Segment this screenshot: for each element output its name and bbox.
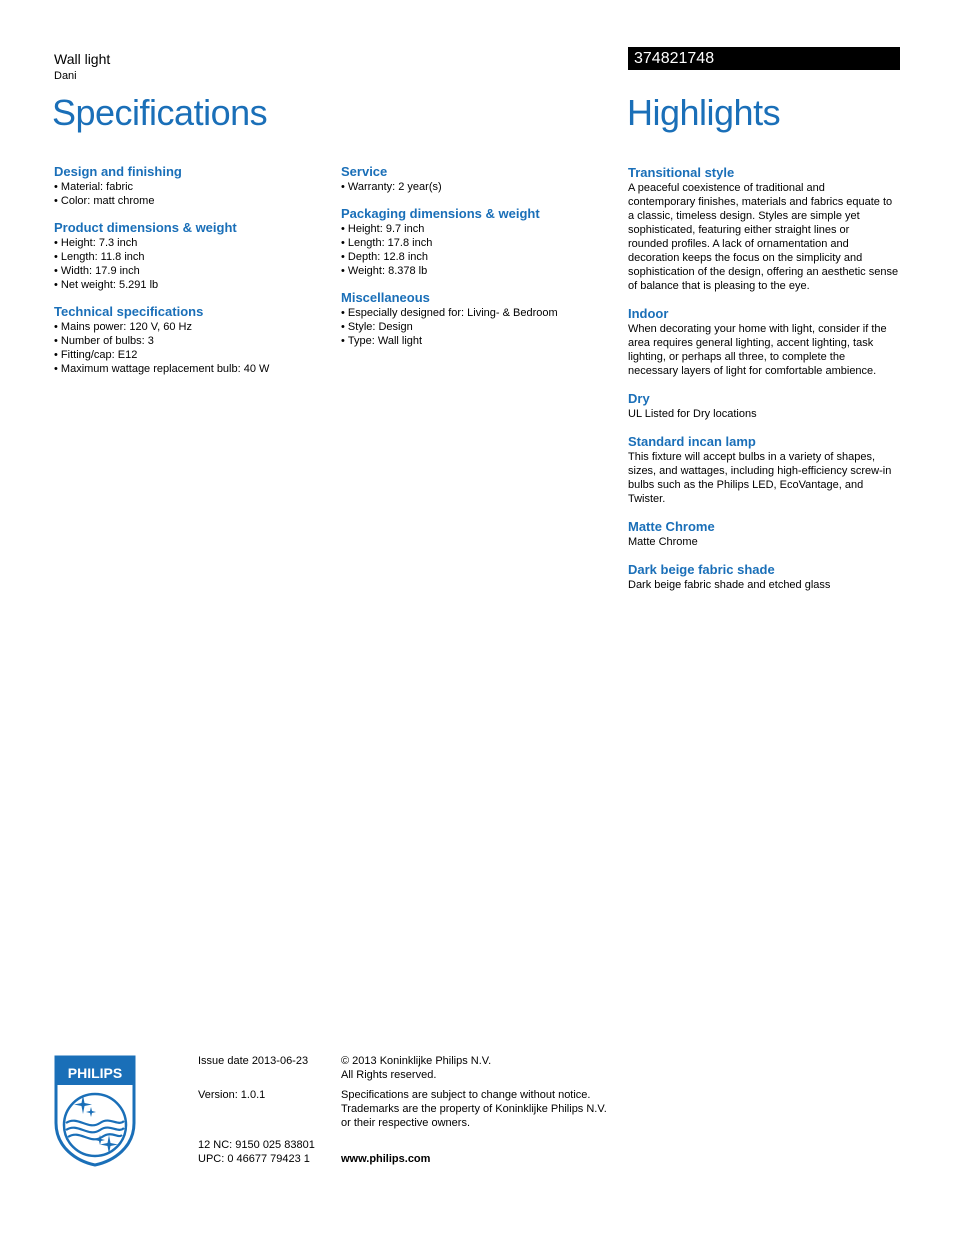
spec-section xyxy=(341,290,611,348)
spec-item: • Material: fabric xyxy=(54,180,324,194)
highlight-title: Matte Chrome xyxy=(628,519,715,534)
highlight-title: Transitional style xyxy=(628,165,735,180)
spec-item: • Maximum wattage replacement bulb: 40 W xyxy=(54,362,324,376)
spec-item: • Warranty: 2 year(s) xyxy=(341,180,611,194)
product-type: Wall light xyxy=(54,51,111,67)
highlight-line: When decorating your home with light, consider if the xyxy=(628,323,887,335)
logo-wordmark: PHILIPS xyxy=(67,1065,123,1081)
highlight-line: bulbs such as the Philips LED, EcoVantage, and xyxy=(628,479,864,491)
spec-section xyxy=(341,164,611,194)
highlight-section xyxy=(628,306,908,378)
highlight-title: Dark beige fabric shade xyxy=(628,562,775,577)
highlight-section xyxy=(628,519,908,549)
highlight-line: decoration keeps the focus on the simplicity and xyxy=(628,252,863,264)
highlight-line: rounded profiles. A lack of ornamentation and xyxy=(628,238,849,250)
spec-item: • Type: Wall light xyxy=(341,334,611,348)
spec-item: • Especially designed for: Living- & Bedroom xyxy=(341,306,611,320)
highlight-section xyxy=(628,434,908,506)
spec-section xyxy=(54,164,324,208)
highlight-line: sophisticated, featuring either straight lines or xyxy=(628,224,850,236)
spec-item: • Width: 17.9 inch xyxy=(54,264,324,278)
copyright-line: © 2013 Koninklijke Philips N.V. xyxy=(341,1055,492,1067)
notice-line: or their respective owners. xyxy=(341,1117,470,1129)
highlight-section xyxy=(628,391,908,421)
spec-item: • Net weight: 5.291 lb xyxy=(54,278,324,292)
product-name: Dani xyxy=(54,70,77,82)
spec-item: • Number of bulbs: 3 xyxy=(54,334,324,348)
highlight-line: UL Listed for Dry locations xyxy=(628,408,757,420)
notice-line: Trademarks are the property of Koninklijke Philips N.V. xyxy=(341,1103,607,1115)
highlight-line: Dark beige fabric shade and etched glass xyxy=(628,579,831,591)
highlight-title: Standard incan lamp xyxy=(628,434,756,449)
spec-section xyxy=(54,304,324,376)
spec-item: • Height: 7.3 inch xyxy=(54,236,324,250)
highlight-line: contemporary finishes, materials and fabrics equate to xyxy=(628,196,893,208)
spec-section-title: Technical specifications xyxy=(54,304,204,319)
highlight-line: area requires general lighting, accent lighting, task xyxy=(628,337,874,349)
highlight-line: Matte Chrome xyxy=(628,536,698,548)
highlight-line: sophistication of the design, offering an aesthetic sense xyxy=(628,266,899,278)
highlights-column xyxy=(628,165,908,605)
highlight-section xyxy=(628,562,908,592)
highlight-title: Dry xyxy=(628,391,650,406)
spec-item: • Mains power: 120 V, 60 Hz xyxy=(54,320,324,334)
highlights-heading: Highlights xyxy=(627,92,781,133)
spec-section-title: Product dimensions & weight xyxy=(54,220,237,235)
rights-line: All Rights reserved. xyxy=(341,1069,437,1081)
issue-date: Issue date 2013-06-23 xyxy=(198,1055,309,1067)
spec-item: • Style: Design xyxy=(341,320,611,334)
spec-section-title: Miscellaneous xyxy=(341,290,430,305)
upc-code: UPC: 0 46677 79423 1 xyxy=(198,1153,310,1165)
spec-item: • Fitting/cap: E12 xyxy=(54,348,324,362)
spec-item: • Height: 9.7 inch xyxy=(341,222,611,236)
nc-code: 12 NC: 9150 025 83801 xyxy=(198,1139,315,1151)
highlight-line: sizes, and wattages, including high-efficiency screw-in xyxy=(628,465,892,477)
highlight-line: of balance that is pleasing to the eye. xyxy=(628,280,810,292)
version: Version: 1.0.1 xyxy=(198,1089,266,1101)
spec-section-title: Design and finishing xyxy=(54,164,182,179)
spec-section-title: Service xyxy=(341,164,388,179)
spec-section-title: Packaging dimensions & weight xyxy=(341,206,540,221)
website-link[interactable]: www.philips.com xyxy=(341,1153,431,1165)
highlight-line: Twister. xyxy=(628,493,666,505)
spec-item: • Color: matt chrome xyxy=(54,194,324,208)
spec-item: • Weight: 8.378 lb xyxy=(341,264,611,278)
philips-logo xyxy=(54,1055,136,1167)
spec-section xyxy=(54,220,324,292)
spec-item: • Length: 17.8 inch xyxy=(341,236,611,250)
footer-legal xyxy=(341,1054,621,1166)
highlight-line: This fixture will accept bulbs in a variety of shapes, xyxy=(628,451,876,463)
spec-section xyxy=(341,206,611,278)
highlight-line: a classic, timeless design. Styles are simple yet xyxy=(628,210,860,222)
product-code-bar: 374821748 xyxy=(628,47,900,70)
highlight-line: necessary layers of light for comfortable ambience. xyxy=(628,365,877,377)
specifications-heading: Specifications xyxy=(52,92,268,133)
specs-right-column xyxy=(341,164,611,360)
highlight-title: Indoor xyxy=(628,306,669,321)
footer-meta xyxy=(198,1054,328,1166)
notice-line: Specifications are subject to change without notice. xyxy=(341,1089,591,1101)
philips-shield-icon xyxy=(54,1055,136,1167)
highlight-section xyxy=(628,165,908,293)
specs-left-column xyxy=(54,164,324,388)
highlight-line: lighting, or perhaps all three, to complete the xyxy=(628,351,846,363)
spec-item: • Depth: 12.8 inch xyxy=(341,250,611,264)
highlight-line: A peaceful coexistence of traditional and xyxy=(628,182,825,194)
spec-item: • Length: 11.8 inch xyxy=(54,250,324,264)
